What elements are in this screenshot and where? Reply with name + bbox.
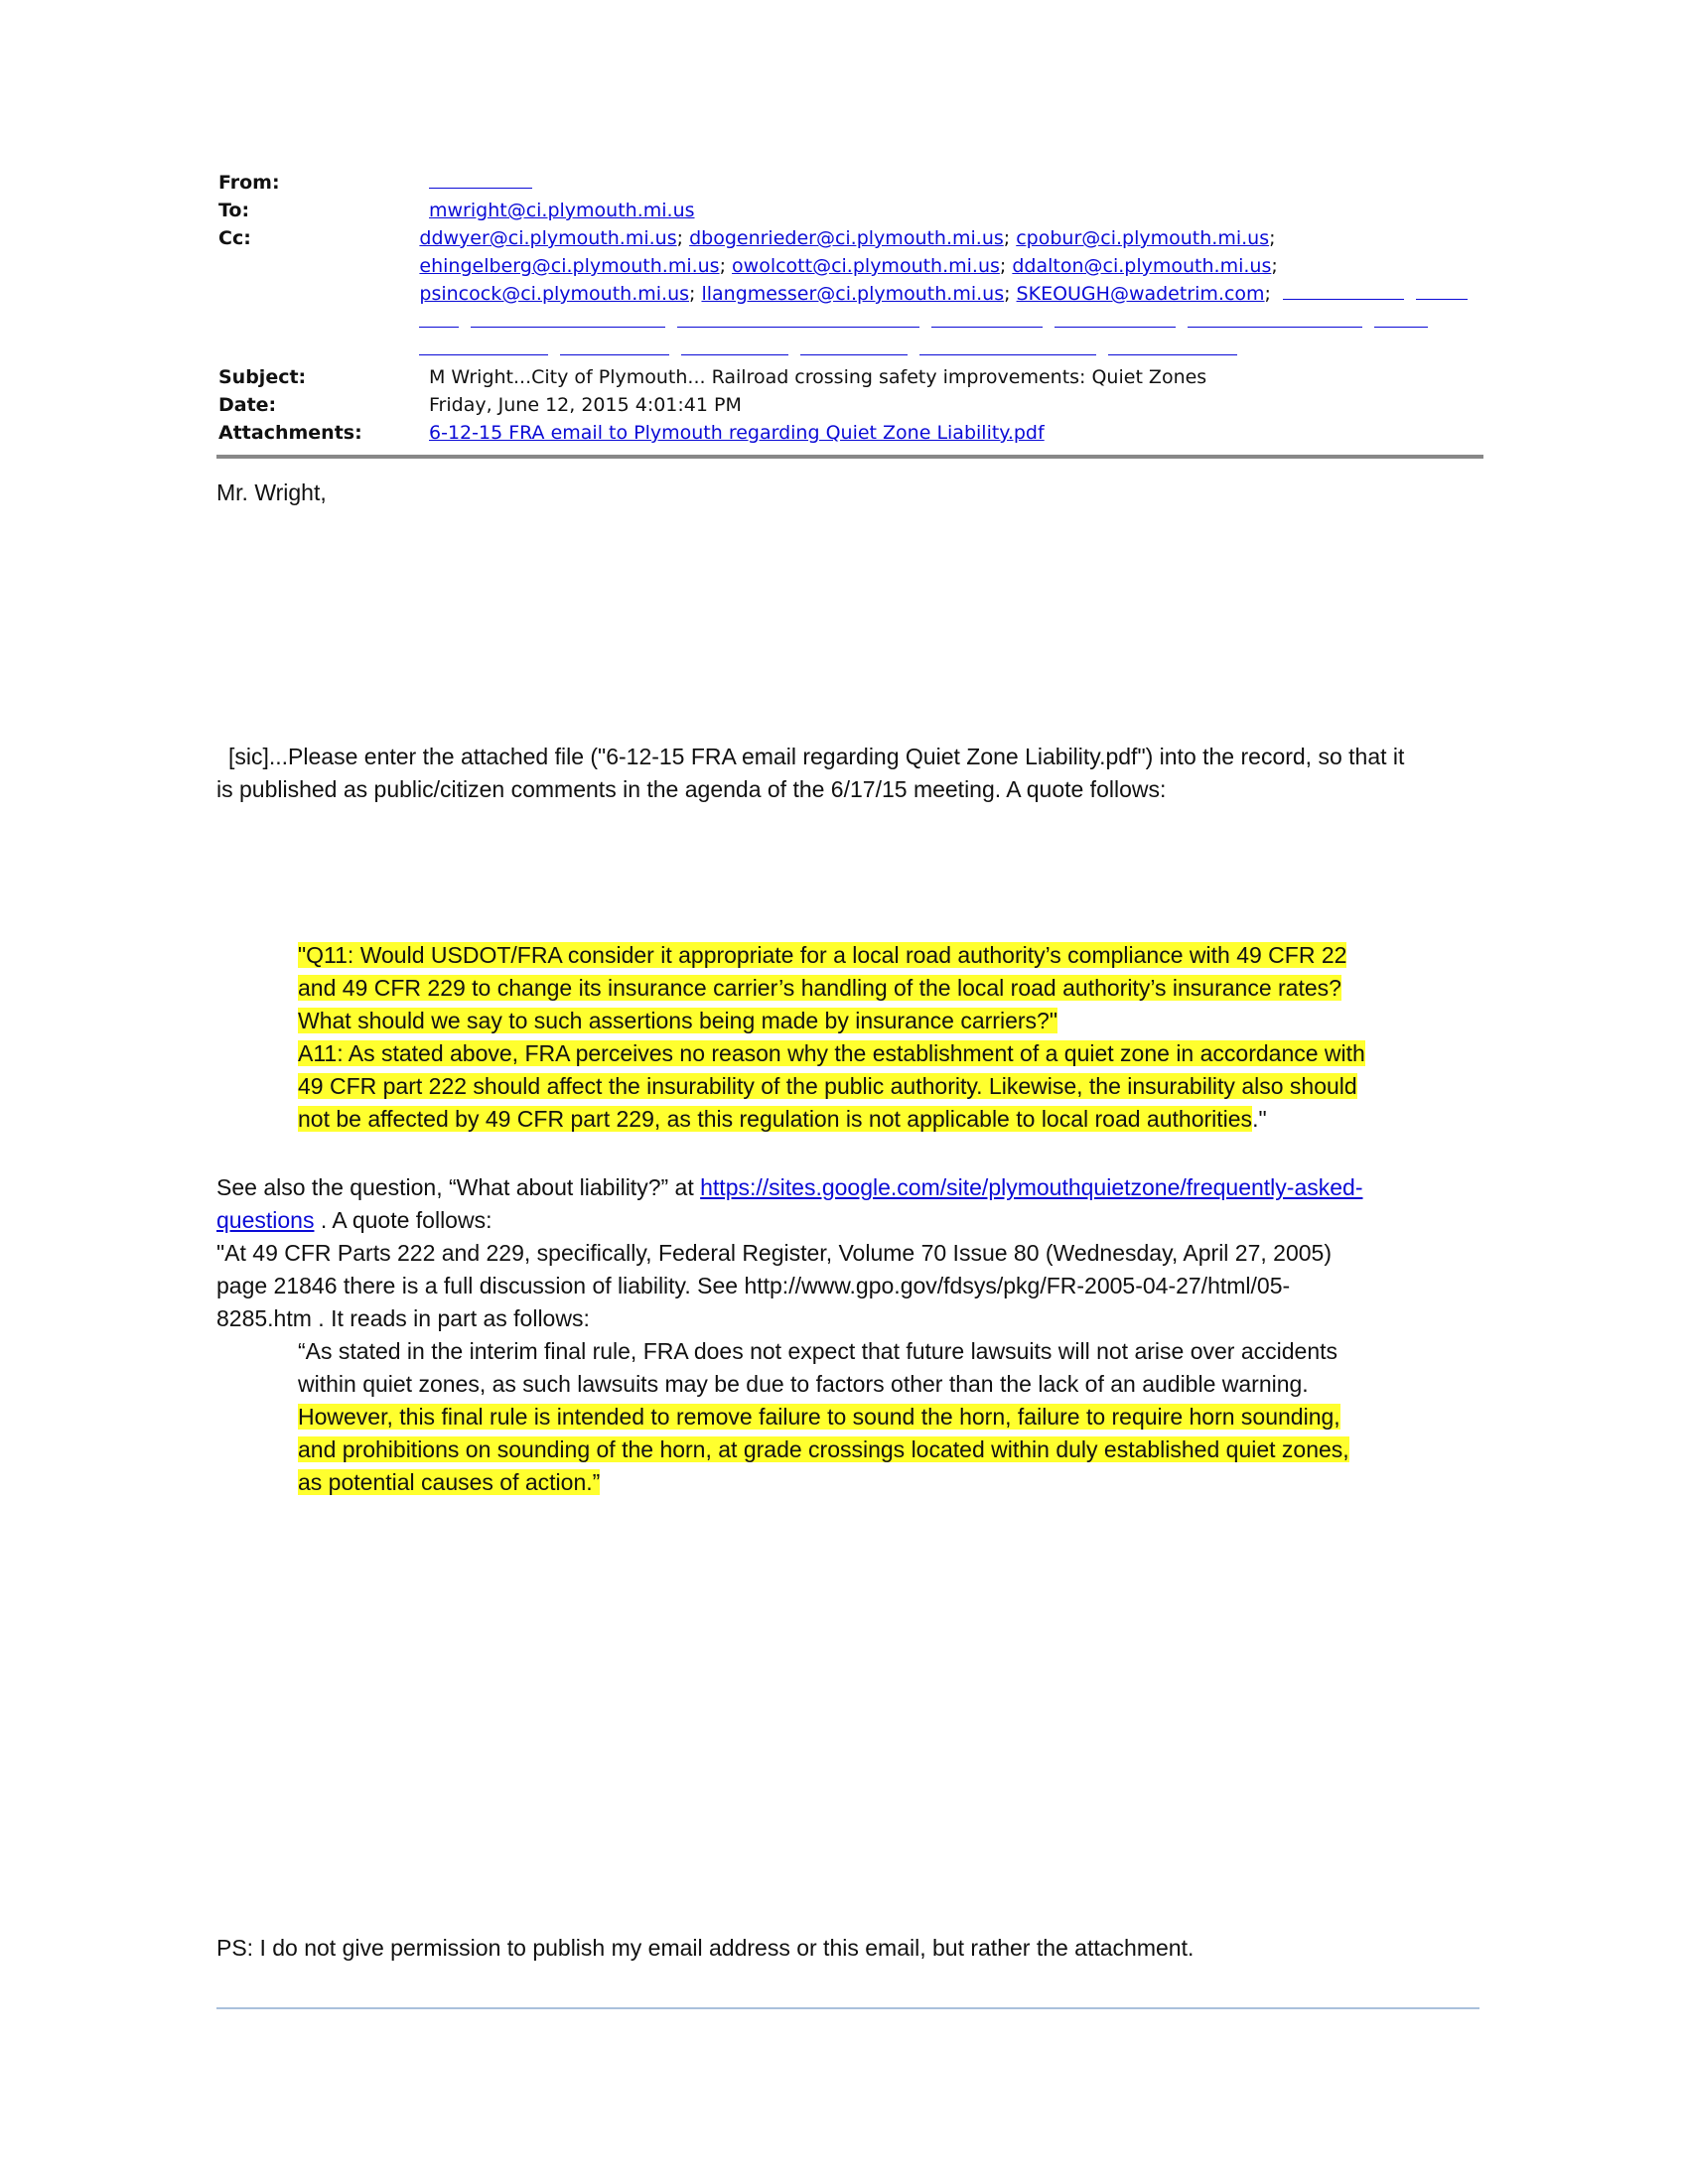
a11-line: 49 CFR part 222 should affect the insurability of the public authority. Likewise, the insurability also should — [298, 1073, 1357, 1099]
attachment-link[interactable]: 6-12-15 FRA email to Plymouth regarding Quiet Zone Liability.pdf — [429, 422, 1045, 444]
cc-separator: ; — [999, 255, 1007, 277]
q11-line: and 49 CFR 229 to change its insurance carrier’s handling of the local road authority’s insurance rates? — [298, 975, 1341, 1001]
cc-redacted-link[interactable] — [1283, 285, 1404, 300]
subject-label: Subject: — [218, 366, 307, 388]
cc-email-link[interactable]: llangmesser@ci.plymouth.mi.us — [701, 283, 1005, 305]
cc-separator: ; — [689, 283, 696, 305]
subject-row — [218, 363, 1479, 391]
interim-line: within quiet zones, as such lawsuits may be due to factors other than the lack of an audible warning. — [298, 1371, 1309, 1397]
quote-follows-text: . A quote follows: — [314, 1207, 492, 1233]
cc-email-link[interactable]: dbogenrieder@ci.plymouth.mi.us — [689, 227, 1004, 249]
final-rule-line: as potential causes of action.” — [298, 1469, 601, 1495]
cc-redacted-link[interactable] — [931, 313, 1043, 328]
to-email-link[interactable]: mwright@ci.plymouth.mi.us — [429, 200, 695, 221]
cfr-line: 8285.htm . It reads in part as follows: — [216, 1305, 590, 1331]
a11-line: A11: As stated above, FRA perceives no reason why the establishment of a quiet zone in accordance with — [298, 1040, 1365, 1066]
cc-separator: ; — [719, 255, 726, 277]
cc-email-link[interactable]: ddwyer@ci.plymouth.mi.us — [419, 227, 677, 249]
q11-line: What should we say to such assertions being made by insurance carriers?" — [298, 1008, 1057, 1033]
cc-email-link[interactable]: SKEOUGH@wadetrim.com — [1016, 283, 1265, 305]
interim-line: “As stated in the interim final rule, FRA does not expect that future lawsuits will not arise over accidents — [298, 1338, 1337, 1364]
cc-redacted-link[interactable] — [419, 313, 459, 328]
request-line: is published as public/citizen comments in the agenda of the 6/17/15 meeting. A quote follows: — [216, 776, 1167, 802]
faq-link[interactable]: https://sites.google.com/site/plymouthquietzone/frequently-asked- — [700, 1174, 1363, 1200]
cc-email-link[interactable]: ehingelberg@ci.plymouth.mi.us — [419, 255, 720, 277]
see-also-paragraph — [216, 1171, 1487, 1335]
final-rule-quote — [298, 1335, 1479, 1499]
cc-email-link[interactable]: ddalton@ci.plymouth.mi.us — [1012, 255, 1272, 277]
cc-redacted-link[interactable] — [560, 341, 669, 355]
cc-redacted-link[interactable] — [419, 341, 548, 355]
cc-redacted-link[interactable] — [1416, 285, 1468, 300]
cc-row — [218, 224, 1479, 363]
cfr-line: "At 49 CFR Parts 222 and 229, specifically, Federal Register, Volume 70 Issue 80 (Wednesday, April 27, 2005) — [216, 1240, 1332, 1266]
from-row — [218, 169, 1479, 197]
header-divider — [216, 455, 1483, 459]
final-rule-line: and prohibitions on sounding of the horn, at grade crossings located within duly established quiet zones, — [298, 1436, 1349, 1462]
faq-link-continued[interactable]: questions — [216, 1207, 315, 1233]
cc-redacted-link[interactable] — [471, 313, 665, 328]
from-redacted-link[interactable] — [429, 174, 532, 189]
footer-divider — [216, 2007, 1479, 2009]
to-label: To: — [218, 200, 250, 221]
to-row — [218, 197, 1479, 224]
from-label: From: — [218, 172, 280, 194]
subject-value: M Wright...City of Plymouth... Railroad crossing safety improvements: Quiet Zones — [429, 366, 1207, 388]
cc-redacted-link[interactable] — [1055, 313, 1176, 328]
email-header — [218, 169, 1479, 447]
cc-redacted-link[interactable] — [1188, 313, 1362, 328]
cc-separator: ; — [1003, 227, 1011, 249]
date-row — [218, 391, 1479, 419]
attachments-label: Attachments: — [218, 422, 362, 444]
cc-separator: ; — [1269, 227, 1276, 249]
cc-email-link[interactable]: psincock@ci.plymouth.mi.us — [419, 283, 690, 305]
postscript: PS: I do not give permission to publish my email address or this email, but rather the attachment. — [216, 1935, 1195, 1961]
see-also-text: See also the question, “What about liability?” at — [216, 1174, 701, 1200]
cc-redacted-link[interactable] — [681, 341, 788, 355]
cc-redacted-link[interactable] — [1374, 313, 1428, 328]
cc-redacted-link[interactable] — [1108, 341, 1237, 355]
greeting: Mr. Wright, — [216, 479, 327, 505]
q11-line: "Q11: Would USDOT/FRA consider it appropriate for a local road authority’s compliance with 49 CFR 22 — [298, 942, 1347, 968]
request-line: [sic]...Please enter the attached file ("6-12-15 FRA email regarding Quiet Zone Liability.pdf") into the record, so that it — [228, 744, 1405, 769]
cc-label: Cc: — [218, 227, 251, 249]
cc-list — [419, 224, 1479, 363]
date-label: Date: — [218, 394, 277, 416]
cfr-line: page 21846 there is a full discussion of liability. See http://www.gpo.gov/fdsys/pkg/FR-2005-04-27/html/05- — [216, 1273, 1291, 1298]
a11-end: ." — [1252, 1106, 1267, 1132]
attachments-row — [218, 419, 1479, 447]
cc-redacted-link[interactable] — [800, 341, 908, 355]
cc-email-link[interactable]: owolcott@ci.plymouth.mi.us — [732, 255, 1000, 277]
request-paragraph — [216, 741, 1487, 806]
cc-redacted-link[interactable] — [919, 341, 1096, 355]
cc-email-link[interactable]: cpobur@ci.plymouth.mi.us — [1016, 227, 1270, 249]
date-value: Friday, June 12, 2015 4:01:41 PM — [429, 394, 742, 416]
cc-separator: ; — [1264, 283, 1271, 305]
cc-separator: ; — [1004, 283, 1011, 305]
a11-line: not be affected by 49 CFR part 229, as this regulation is not applicable to local road authorities — [298, 1106, 1253, 1132]
cc-separator: ; — [676, 227, 684, 249]
cc-separator: ; — [1271, 255, 1278, 277]
faq-quote — [298, 939, 1479, 1136]
cc-redacted-link[interactable] — [677, 313, 919, 328]
final-rule-line: However, this final rule is intended to remove failure to sound the horn, failure to require horn sounding, — [298, 1404, 1340, 1430]
